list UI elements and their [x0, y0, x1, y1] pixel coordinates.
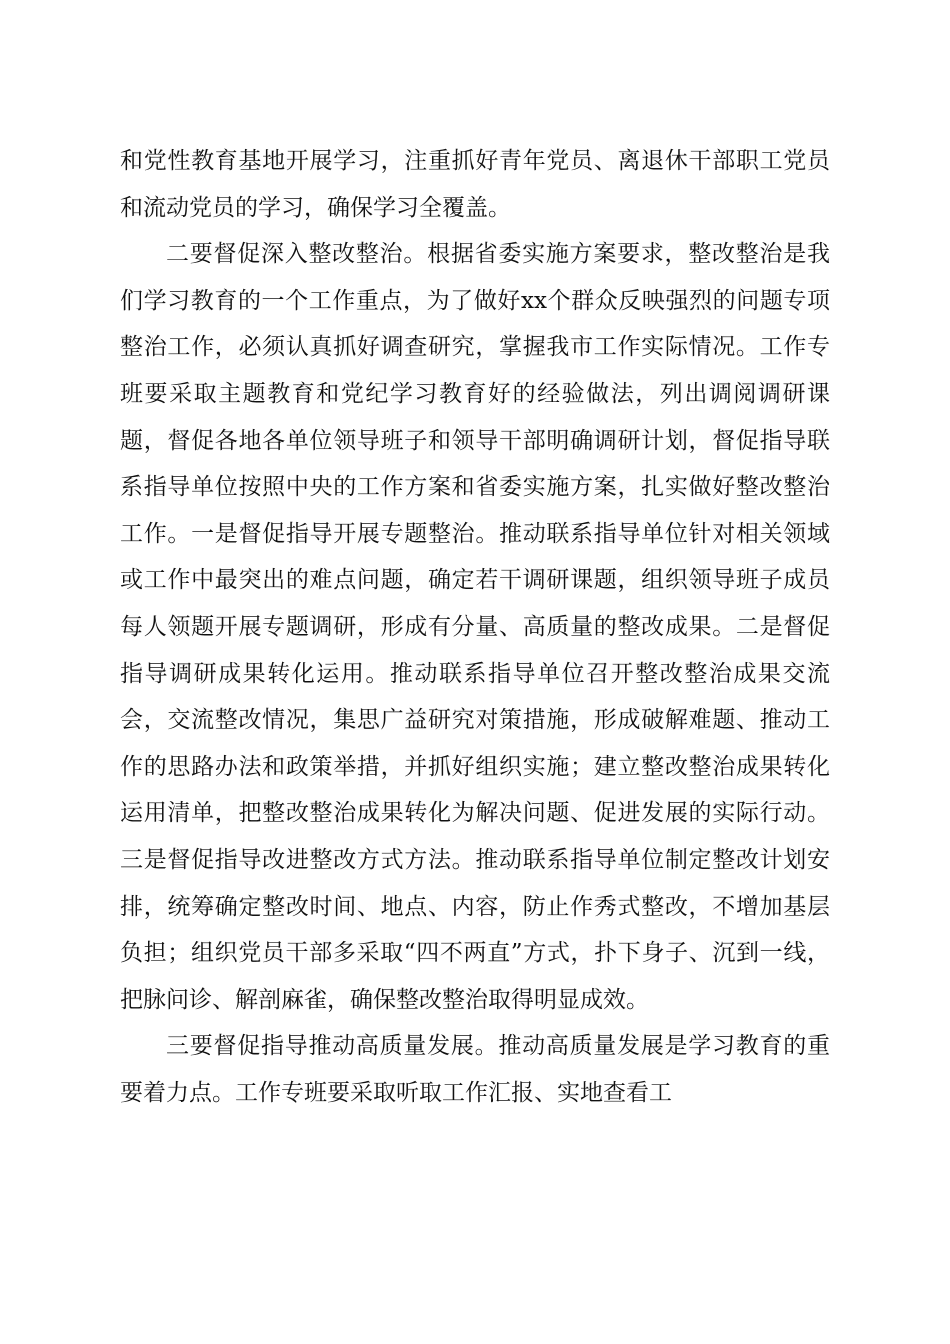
paragraph-development: 三要督促指导推动高质量发展。推动高质量发展是学习教育的重要着力点。工作专班要采取听取工作汇报、实地查看工: [120, 1033, 830, 1106]
paragraph-continuation: 和党性教育基地开展学习，注重抓好青年党员、离退休干部职工党员和流动党员的学习，确保学习全覆盖。: [120, 148, 830, 221]
document-body: [120, 138, 830, 1116]
paragraph-rectification: 二要督促深入整改整治。根据省委实施方案要求，整改整治是我们学习教育的一个工作重点，为了做好xx个群众反映强烈的问题专项整治工作，必须认真抓好调查研究，掌握我市工作实际情况。工作专班要采取主题教育和党纪学习教育好的经验做法，列出调阅调研课题，督促各地各单位领导班子和领导干部明确调研计划，督促指导联系指导单位按照中央的工作方案和省委实施方案，扎实做好整改整治工作。一是督促指导开展专题整治。推动联系指导单位针对相关领域或工作中最突出的难点问题，确定若干调研课题，组织领导班子成员每人领题开展专题调研，形成有分量、高质量的整改成果。二是督促指导调研成果转化运用。推动联系指导单位召开整改整治成果交流会，交流整改情况，集思广益研究对策措施，形成破解难题、推动工作的思路办法和政策举措，并抓好组织实施；建立整改整治成果转化运用清单，把整改整治成果转化为解决问题、促进发展的实际行动。三是督促指导改进整改方式方法。推动联系指导单位制定整改计划安排，统筹确定整改时间、地点、内容，防止作秀式整改，不增加基层负担；组织党员干部多采取“四不两直”方式，扑下身子、沉到一线，把脉问诊、解剖麻雀，确保整改整治取得明显成效。: [120, 241, 830, 1013]
